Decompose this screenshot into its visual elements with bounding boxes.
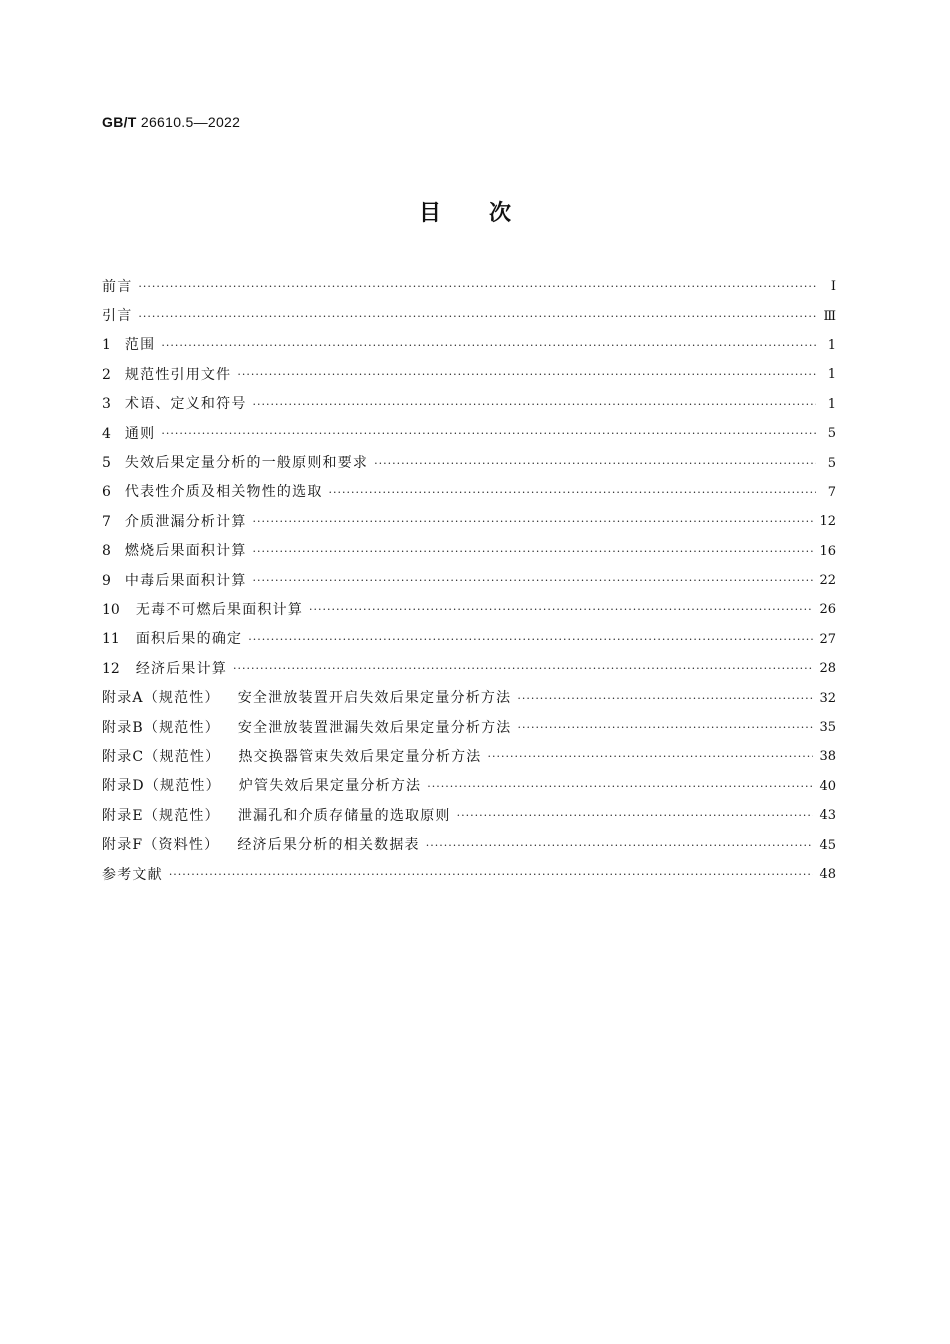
toc-entry-label [102, 721, 512, 735]
toc-entry-page: Ⅰ [830, 279, 836, 295]
toc-entry-label [102, 485, 323, 499]
toc-entry-text: 无毒不可燃后果面积计算 [135, 601, 304, 618]
toc-dot-leader [253, 546, 814, 557]
toc-entry-number: 附录C（规范性） [102, 748, 221, 765]
toc-entry-label [102, 750, 482, 764]
toc-entry-page: 40 [819, 778, 836, 794]
toc-entry-label [102, 427, 155, 441]
toc-entry-label [102, 456, 368, 470]
toc-entry-label [102, 368, 231, 382]
toc-entry-number: 11 [102, 631, 120, 648]
toc-entry[interactable] [102, 625, 836, 654]
toc-entry-page: 16 [819, 543, 836, 559]
toc-entry-label [102, 280, 132, 294]
toc-entry-text: 介质泄漏分析计算 [124, 513, 247, 530]
toc-dot-leader [253, 399, 816, 410]
table-of-contents [102, 272, 836, 889]
toc-entry-number: 7 [102, 513, 111, 530]
toc-entry-number: 9 [102, 572, 111, 589]
toc-dot-leader [138, 311, 816, 322]
toc-entry-page: 1 [827, 337, 836, 353]
toc-entry-label [102, 632, 242, 646]
toc-entry-number: 1 [102, 337, 111, 354]
toc-entry[interactable] [102, 507, 836, 536]
page-title: 目次 [418, 201, 559, 226]
toc-entry-page: 38 [819, 749, 836, 765]
toc-dot-leader [161, 428, 816, 439]
toc-entry-text: 通则 [124, 425, 156, 442]
toc-entry-number: 附录A（规范性） [102, 690, 220, 707]
toc-entry-page: 48 [819, 867, 836, 882]
toc-entry-text: 中毒后果面积计算 [124, 572, 247, 589]
toc-entry-label [102, 809, 451, 823]
toc-entry-page: 35 [819, 720, 836, 736]
toc-entry-number: 3 [102, 396, 111, 413]
toc-entry-text: 失效后果定量分析的一般原则和要求 [124, 455, 369, 472]
toc-entry-label [102, 309, 132, 323]
toc-dot-leader [329, 487, 816, 498]
standard-code [102, 114, 240, 130]
toc-dot-leader [248, 634, 813, 645]
toc-dot-leader [233, 663, 813, 674]
toc-dot-leader [253, 516, 814, 527]
toc-entry-page: 1 [827, 367, 836, 383]
toc-entry-number: 5 [102, 455, 111, 472]
toc-entry-text: 热交换器管束失效后果定量分析方法 [238, 748, 482, 765]
toc-entry[interactable] [102, 713, 836, 742]
toc-entry-page: 5 [827, 455, 836, 471]
toc-entry[interactable] [102, 301, 836, 330]
toc-entry[interactable] [102, 654, 836, 683]
toc-entry-text: 术语、定义和符号 [124, 396, 247, 413]
toc-dot-leader [426, 840, 814, 851]
toc-entry-page: 5 [827, 426, 836, 442]
toc-entry-page: 12 [819, 514, 836, 530]
toc-entry-text: 范围 [124, 337, 156, 354]
toc-dot-leader [457, 810, 814, 821]
toc-entry-label [102, 779, 421, 793]
toc-entry-page: 26 [819, 602, 836, 618]
toc-entry-label [102, 603, 303, 617]
toc-entry-label [102, 868, 163, 882]
toc-entry-number: 4 [102, 425, 111, 442]
toc-entry-label [102, 544, 247, 558]
toc-entry-page: Ⅲ [823, 308, 836, 324]
toc-entry-number: 10 [102, 601, 120, 618]
toc-entry-page: 45 [819, 837, 836, 853]
toc-entry[interactable] [102, 360, 836, 389]
toc-entry-label [102, 338, 155, 352]
toc-entry-number: 附录F（资料性） [102, 837, 220, 854]
toc-dot-leader [374, 458, 816, 469]
toc-entry-number: 12 [102, 660, 120, 677]
toc-entry-page: 28 [819, 661, 836, 677]
toc-entry-page: 32 [819, 690, 836, 706]
toc-dot-leader [517, 693, 813, 704]
toc-entry-text: 泄漏孔和介质存储量的选取原则 [237, 807, 451, 824]
toc-entry-label [102, 838, 420, 852]
toc-entry-text: 安全泄放装置开启失效后果定量分析方法 [237, 690, 512, 707]
toc-entry[interactable] [102, 742, 836, 771]
toc-dot-leader [237, 369, 816, 380]
toc-entry-number: 6 [102, 484, 111, 501]
toc-entry-text: 代表性介质及相关物性的选取 [124, 484, 323, 501]
toc-dot-leader [488, 751, 814, 762]
toc-entry[interactable] [102, 830, 836, 859]
toc-dot-leader [138, 281, 816, 292]
toc-entry-number: 附录B（规范性） [102, 719, 220, 736]
toc-entry-page: 27 [819, 631, 836, 647]
standard-code-number: 26610.5—2022 [140, 114, 241, 130]
toc-entry-text: 经济后果分析的相关数据表 [237, 837, 420, 854]
toc-entry-page: 1 [827, 396, 836, 412]
toc-dot-leader [427, 781, 813, 792]
toc-entry-text: 面积后果的确定 [135, 631, 243, 648]
toc-entry[interactable] [102, 331, 836, 360]
toc-entry[interactable] [102, 419, 836, 448]
toc-entry-page: 22 [819, 573, 836, 589]
toc-entry-label [102, 662, 227, 676]
standard-code-prefix: GB/T [102, 114, 137, 130]
toc-entry-text: 安全泄放装置泄漏失效后果定量分析方法 [237, 719, 512, 736]
toc-entry-page: 7 [827, 484, 836, 500]
toc-entry[interactable] [102, 390, 836, 419]
toc-dot-leader [518, 722, 814, 733]
toc-dot-leader [161, 340, 816, 351]
toc-entry[interactable] [102, 537, 836, 566]
toc-entry-number: 附录E（规范性） [102, 807, 220, 824]
toc-entry-page: 43 [819, 808, 836, 824]
toc-dot-leader [309, 604, 813, 615]
toc-entry-text: 规范性引用文件 [124, 366, 232, 383]
toc-entry-number: 8 [102, 543, 111, 560]
toc-entry-text: 经济后果计算 [135, 660, 228, 677]
toc-entry[interactable] [102, 272, 836, 301]
toc-entry-number: 附录D（规范性） [102, 778, 221, 795]
toc-entry-text: 参考文献 [102, 866, 163, 883]
toc-entry-label [102, 574, 247, 588]
toc-entry[interactable] [102, 478, 836, 507]
toc-entry-text: 炉管失效后果定量分析方法 [238, 778, 422, 795]
toc-entry[interactable] [102, 595, 836, 624]
toc-entry[interactable] [102, 860, 836, 889]
toc-entry[interactable] [102, 683, 836, 712]
toc-entry-label [102, 691, 511, 705]
toc-entry[interactable] [102, 566, 836, 595]
toc-entry-text: 燃烧后果面积计算 [124, 543, 247, 560]
toc-entry-text: 前言 [102, 278, 133, 295]
toc-entry-text: 引言 [102, 308, 133, 325]
toc-dot-leader [253, 575, 814, 586]
toc-entry-label [102, 397, 247, 411]
toc-entry[interactable] [102, 448, 836, 477]
toc-entry-label [102, 515, 247, 529]
toc-entry[interactable] [102, 801, 836, 830]
toc-dot-leader [169, 869, 814, 880]
toc-entry-number: 2 [102, 366, 111, 383]
toc-entry[interactable] [102, 772, 836, 801]
